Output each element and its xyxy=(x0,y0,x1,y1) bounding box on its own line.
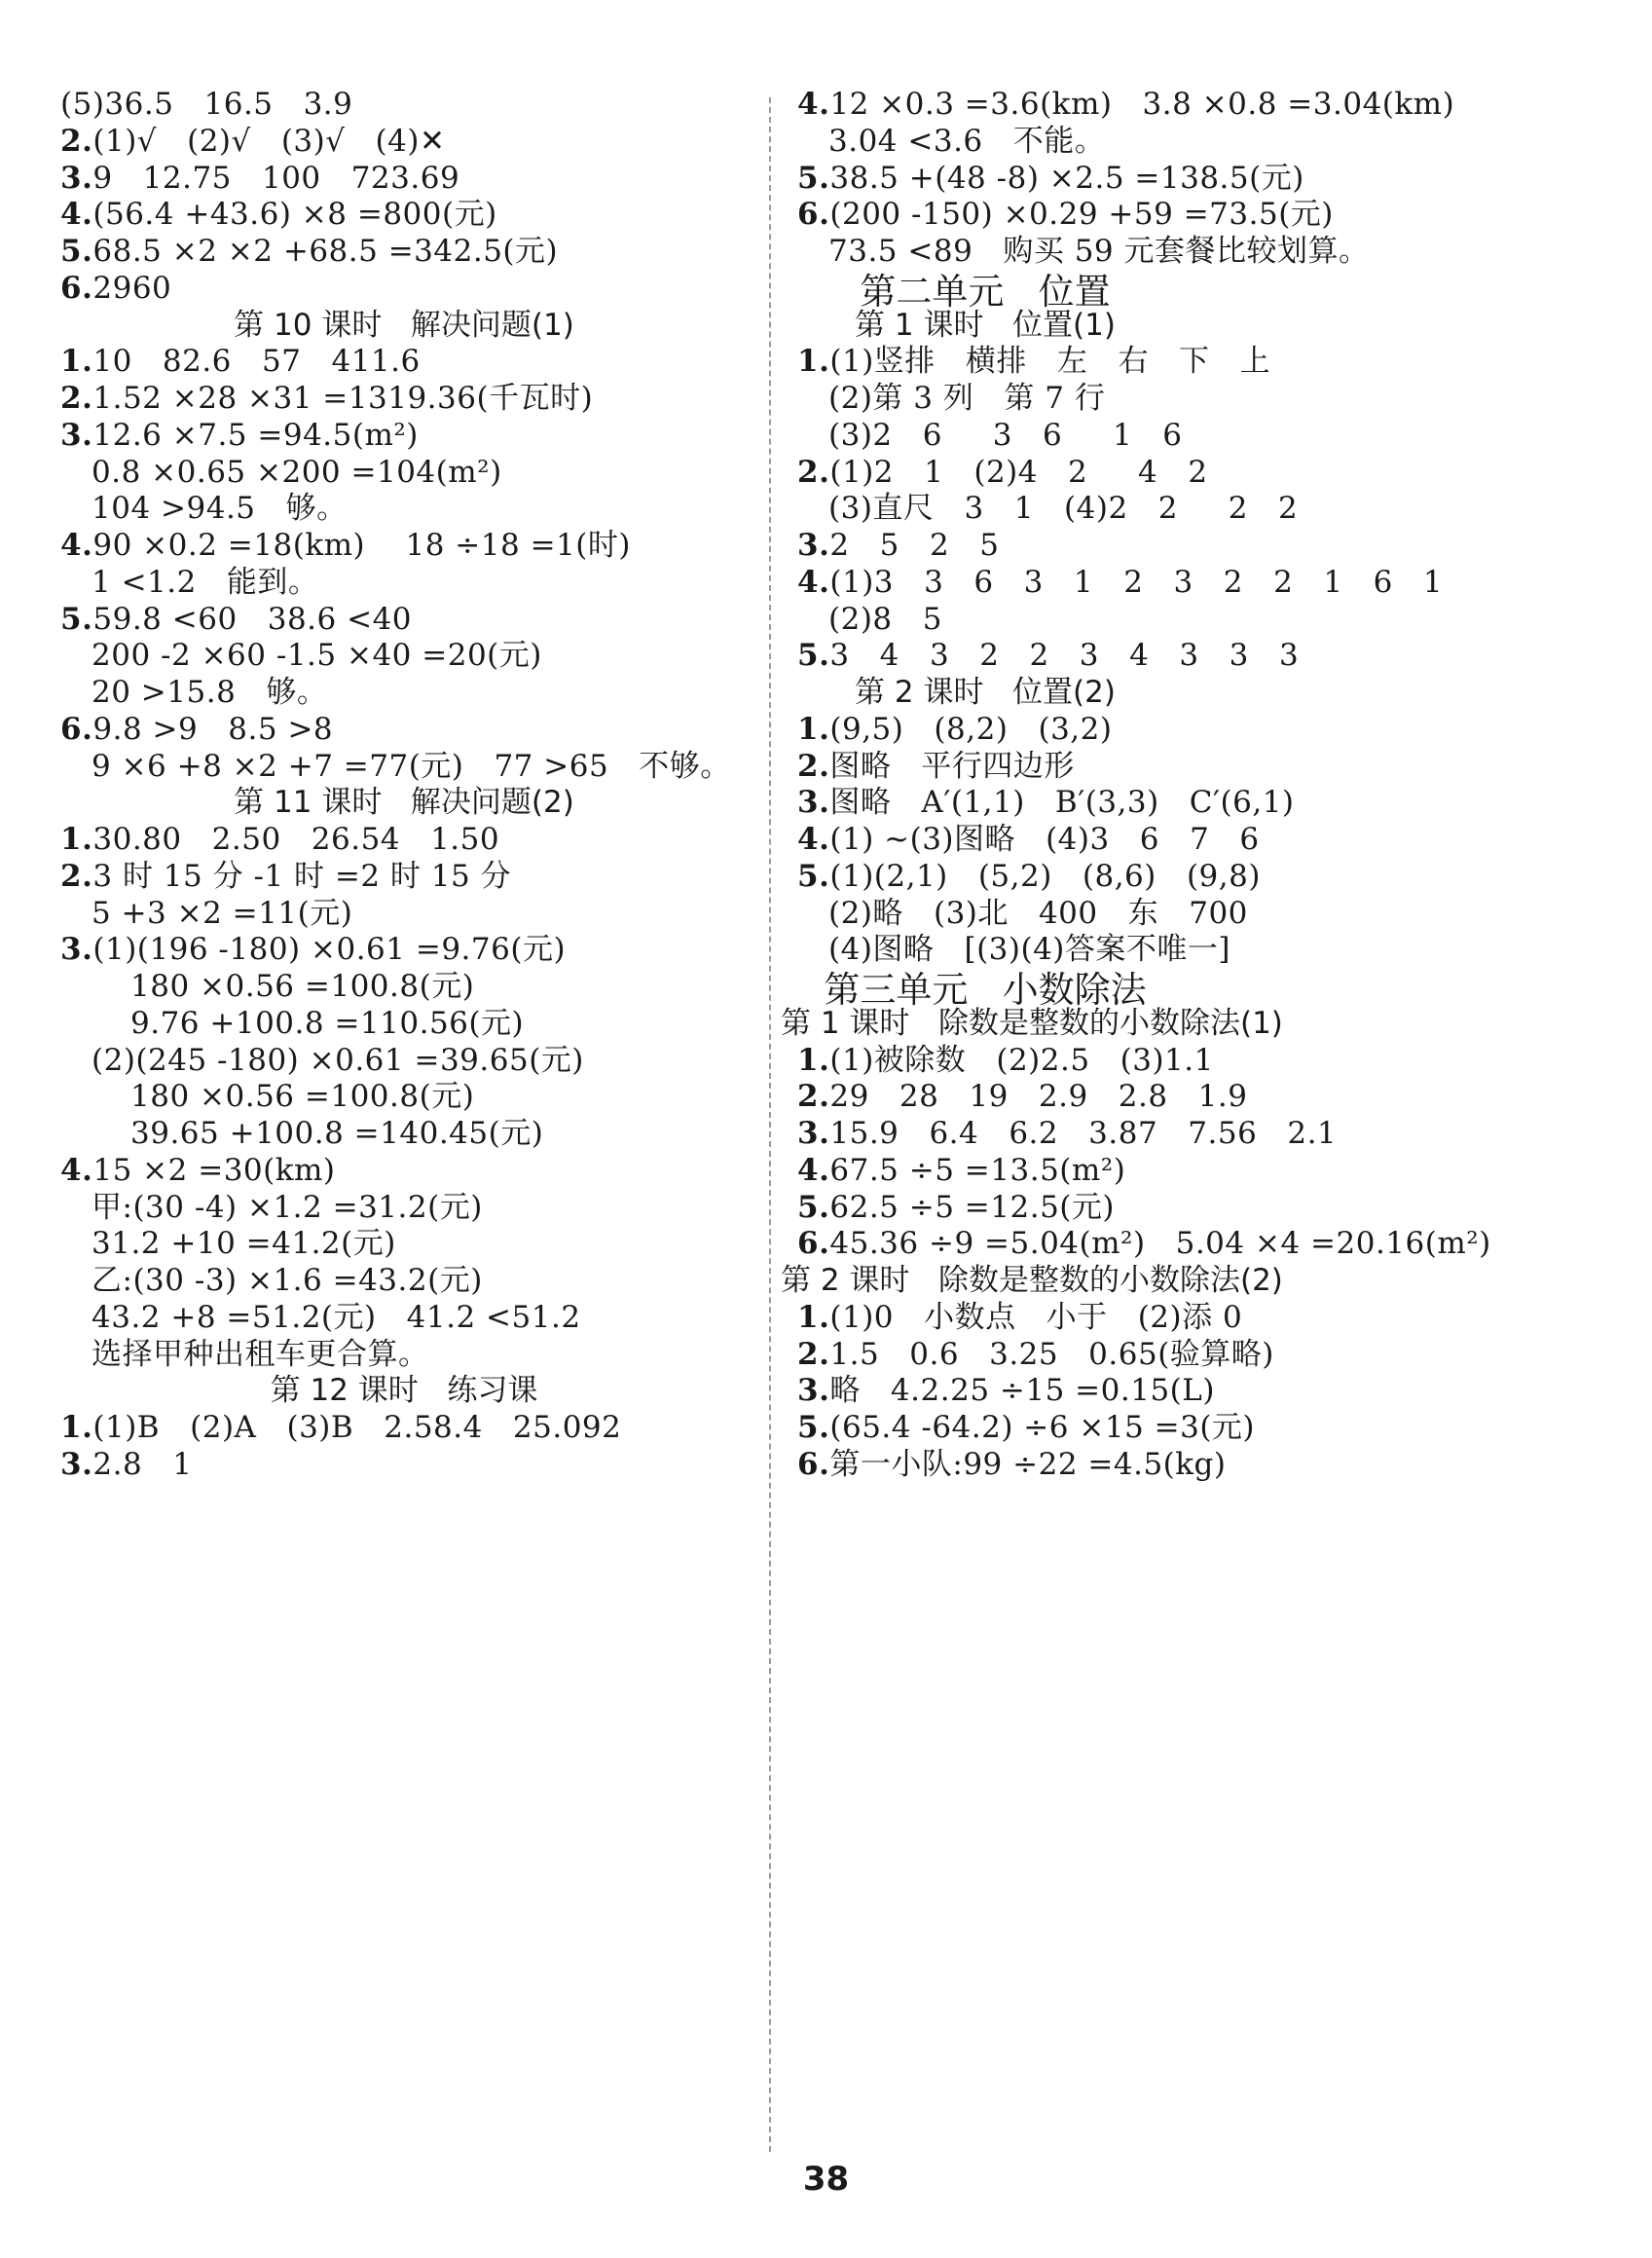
question-number: 1. xyxy=(797,1299,830,1335)
answer-text: 180 ×0.56 =100.8(元) xyxy=(130,1079,475,1115)
answer-line xyxy=(797,1114,1337,1153)
answer-text: (5)36.5 16.5 3.9 xyxy=(60,87,353,122)
answer-text: 45.36 ÷9 =5.04(m²) 5.04 ×4 =20.16(m²) xyxy=(829,1226,1491,1262)
answer-text: 12 ×0.3 =3.6(km) 3.8 ×0.8 =3.04(km) xyxy=(829,87,1455,122)
answer-text: 200 -2 ×60 -1.5 ×40 =20(元) xyxy=(92,638,542,674)
answer-line xyxy=(797,1335,1274,1374)
question-number: 6. xyxy=(60,711,93,747)
answer-text: (1)2 1 (2)4 2 4 2 xyxy=(829,454,1208,490)
question-number: 3. xyxy=(797,528,830,563)
answer-text: 10 82.6 57 411.6 xyxy=(92,344,421,380)
section-heading: 第 1 课时 除数是整数的小数除法(1) xyxy=(781,1005,1283,1041)
answer-text: 104 >94.5 够。 xyxy=(92,491,348,527)
answer-line xyxy=(60,85,352,124)
answer-text: 31.2 +10 =41.2(元) xyxy=(92,1226,396,1262)
answer-text: 9 ×6 +8 ×2 +7 =77(元) 77 >65 不够。 xyxy=(92,748,731,784)
answer-line xyxy=(60,232,558,271)
answer-line xyxy=(828,894,1248,933)
section-heading: 第 1 课时 位置(1) xyxy=(855,307,1116,343)
answer-text: 甲:(30 -4) ×1.2 =31.2(元) xyxy=(92,1189,483,1225)
question-number: 2. xyxy=(797,454,830,490)
answer-line xyxy=(797,1224,1491,1263)
answer-line xyxy=(92,453,502,492)
answer-text: 38.5 +(48 -8) ×2.5 =138.5(元) xyxy=(829,160,1304,196)
unit-heading: 第三单元 小数除法 xyxy=(824,969,1147,1011)
answer-text: (1)0 小数点 小于 (2)添 0 xyxy=(829,1299,1243,1335)
question-number: 4. xyxy=(797,564,830,600)
answer-text: 20 >15.8 够。 xyxy=(92,675,328,710)
answer-text: 1.52 ×28 ×31 =1319.36(千瓦时) xyxy=(92,381,594,416)
answer-line xyxy=(92,1261,483,1300)
answer-line xyxy=(92,1298,581,1337)
answer-line xyxy=(797,526,999,565)
question-number: 6. xyxy=(60,270,93,306)
answer-line xyxy=(797,563,1443,602)
question-number: 4. xyxy=(60,1152,93,1188)
answer-line xyxy=(60,159,459,198)
answer-text: (200 -150) ×0.29 +59 =73.5(元) xyxy=(829,197,1334,233)
answer-text: 3.04 <3.6 不能。 xyxy=(828,123,1106,159)
answer-text: (4)图略 [(3)(4)答案不唯一] xyxy=(828,932,1230,968)
column-divider xyxy=(769,97,771,2152)
section-heading: 第 12 课时 练习课 xyxy=(270,1373,538,1409)
question-number: 2. xyxy=(60,381,93,416)
answer-line xyxy=(828,930,1230,969)
question-number: 1. xyxy=(60,344,93,380)
answer-text: 1 <1.2 能到。 xyxy=(92,564,319,600)
answer-line xyxy=(60,122,445,161)
answer-line xyxy=(92,894,352,933)
answer-line xyxy=(130,1004,524,1043)
answer-text: (1)√ (2)√ (3)√ (4)✕ xyxy=(92,123,446,159)
answer-line xyxy=(797,747,1075,786)
question-number: 3. xyxy=(60,417,93,453)
answer-text: 5 +3 ×2 =11(元) xyxy=(92,895,353,931)
section-heading: 第 2 课时 位置(2) xyxy=(855,675,1116,710)
answer-line xyxy=(60,416,419,455)
answer-line xyxy=(92,673,327,712)
answer-line xyxy=(828,122,1105,161)
answer-text: 3 时 15 分 -1 时 =2 时 15 分 xyxy=(92,858,512,894)
answer-line xyxy=(828,600,942,639)
answer-line xyxy=(797,1371,1215,1410)
answer-text: 略 4.2.25 ÷15 =0.15(L) xyxy=(829,1373,1215,1409)
question-number: 1. xyxy=(60,822,93,857)
answer-line xyxy=(60,526,631,565)
answer-text: 39.65 +100.8 =140.45(元) xyxy=(130,1116,544,1151)
section-heading: 第 10 课时 解决问题(1) xyxy=(234,307,574,343)
answer-text: (2)(245 -180) ×0.61 =39.65(元) xyxy=(92,1042,584,1078)
answer-text: 59.8 <60 38.6 <40 xyxy=(92,601,413,637)
question-number: 5. xyxy=(60,234,93,269)
answer-line xyxy=(797,857,1261,896)
answer-line xyxy=(60,600,412,639)
question-number: 5. xyxy=(797,160,830,196)
answer-text: 9.8 >9 8.5 >8 xyxy=(92,711,334,747)
answer-line xyxy=(60,269,171,308)
answer-line xyxy=(92,1224,396,1263)
answer-line xyxy=(797,710,1112,749)
answer-text: 3 4 3 2 2 3 4 3 3 3 xyxy=(829,638,1300,674)
question-number: 6. xyxy=(797,1446,830,1482)
answer-text: (1)(196 -180) ×0.61 =9.76(元) xyxy=(92,932,567,968)
answer-text: 选择甲种出租车更合算。 xyxy=(92,1336,429,1372)
answer-line xyxy=(60,379,593,418)
answer-line xyxy=(797,820,1260,859)
answer-text: (2)第 3 列 第 7 行 xyxy=(828,381,1106,416)
answer-text: (1)被除数 (2)2.5 (3)1.1 xyxy=(829,1042,1214,1078)
question-number: 3. xyxy=(60,1446,93,1482)
answer-text: 乙:(30 -3) ×1.6 =43.2(元) xyxy=(92,1263,483,1298)
answer-line xyxy=(797,1151,1125,1190)
question-number: 5. xyxy=(797,858,830,894)
answer-line xyxy=(130,1077,474,1116)
question-number: 5. xyxy=(797,638,830,674)
answer-text: 0.8 ×0.65 ×200 =104(m²) xyxy=(92,454,502,490)
question-number: 5. xyxy=(60,601,93,637)
answer-text: 1.5 0.6 3.25 0.65(验算略) xyxy=(829,1336,1274,1372)
answer-line xyxy=(797,453,1208,492)
answer-line xyxy=(92,563,318,602)
question-number: 2. xyxy=(60,858,93,894)
answer-line xyxy=(60,1408,621,1447)
answer-text: 2960 xyxy=(92,270,172,306)
question-number: 1. xyxy=(60,1410,93,1445)
answer-line xyxy=(92,747,731,786)
answer-line xyxy=(797,636,1299,675)
answer-text: (3)直尺 3 1 (4)2 2 2 2 xyxy=(828,491,1299,527)
answer-line xyxy=(797,1041,1214,1080)
answer-text: (2)8 5 xyxy=(828,601,942,637)
question-number: 6. xyxy=(797,1226,830,1262)
section-heading: 第 2 课时 除数是整数的小数除法(2) xyxy=(781,1263,1283,1298)
answer-line xyxy=(92,1335,429,1374)
question-number: 3. xyxy=(797,785,830,821)
answer-text: 9 12.75 100 723.69 xyxy=(92,160,460,196)
question-number: 2. xyxy=(797,1336,830,1372)
answer-line xyxy=(797,159,1304,198)
answer-text: (3)2 6 3 6 1 6 xyxy=(828,417,1183,453)
answer-text: 15 ×2 =30(km) xyxy=(92,1152,336,1188)
answer-line xyxy=(797,1298,1242,1337)
question-number: 3. xyxy=(60,932,93,968)
answer-line xyxy=(828,416,1182,455)
answer-line xyxy=(797,783,1295,822)
answer-line xyxy=(60,820,499,859)
question-number: 3. xyxy=(797,1116,830,1151)
answer-line xyxy=(130,1114,543,1153)
answer-text: 30.80 2.50 26.54 1.50 xyxy=(92,822,500,857)
answer-line xyxy=(60,1445,192,1484)
answer-text: (1) ~(3)图略 (4)3 6 7 6 xyxy=(829,822,1260,857)
answer-text: 43.2 +8 =51.2(元) 41.2 <51.2 xyxy=(92,1299,581,1335)
answer-line xyxy=(797,1445,1227,1484)
answer-text: 图略 A′(1,1) B′(3,3) C′(6,1) xyxy=(829,785,1295,821)
answer-text: (9,5) (8,2) (3,2) xyxy=(829,711,1113,747)
answer-text: 73.5 <89 购买 59 元套餐比较划算。 xyxy=(828,234,1370,269)
answer-line xyxy=(60,1151,336,1190)
answer-line xyxy=(797,1188,1115,1227)
answer-line xyxy=(130,967,474,1006)
answer-line xyxy=(92,636,542,675)
question-number: 4. xyxy=(797,1152,830,1188)
answer-text: 12.6 ×7.5 =94.5(m²) xyxy=(92,417,419,453)
answer-line xyxy=(92,489,348,528)
answer-text: 图略 平行四边形 xyxy=(829,748,1075,784)
question-number: 5. xyxy=(797,1410,830,1445)
question-number: 1. xyxy=(797,344,830,380)
answer-text: (56.4 +43.6) ×8 =800(元) xyxy=(92,197,497,233)
answer-text: 68.5 ×2 ×2 +68.5 =342.5(元) xyxy=(92,234,559,269)
answer-text: 15.9 6.4 6.2 3.87 7.56 2.1 xyxy=(829,1116,1338,1151)
answer-text: (2)略 (3)北 400 东 700 xyxy=(828,895,1248,931)
question-number: 2. xyxy=(797,748,830,784)
section-heading: 第 11 课时 解决问题(2) xyxy=(234,785,574,821)
question-number: 2. xyxy=(60,123,93,159)
answer-text: (1)3 3 6 3 1 2 3 2 2 1 6 1 xyxy=(829,564,1444,600)
answer-text: (1)(2,1) (5,2) (8,6) (9,8) xyxy=(829,858,1261,894)
answer-line xyxy=(797,85,1454,124)
answer-line xyxy=(60,857,511,896)
answer-text: 180 ×0.56 =100.8(元) xyxy=(130,969,475,1004)
answer-line xyxy=(92,1041,584,1080)
answer-line xyxy=(60,930,566,969)
answer-line xyxy=(828,379,1105,418)
answer-line xyxy=(797,1408,1255,1447)
answer-text: 2 5 2 5 xyxy=(829,528,1000,563)
question-number: 2. xyxy=(797,1079,830,1115)
unit-heading: 第二单元 位置 xyxy=(860,270,1111,313)
question-number: 6. xyxy=(797,197,830,233)
question-number: 4. xyxy=(60,528,93,563)
answer-text: 2.8 1 xyxy=(92,1446,193,1482)
answer-text: (1)竖排 横排 左 右 下 上 xyxy=(829,344,1271,380)
answer-text: 第一小队:99 ÷22 =4.5(kg) xyxy=(829,1446,1227,1482)
question-number: 4. xyxy=(60,197,93,233)
answer-text: 67.5 ÷5 =13.5(m²) xyxy=(829,1152,1126,1188)
page-number: 38 xyxy=(802,2160,850,2199)
question-number: 4. xyxy=(797,87,830,122)
question-number: 1. xyxy=(797,711,830,747)
question-number: 1. xyxy=(797,1042,830,1078)
answer-text: 90 ×0.2 =18(km) 18 ÷18 =1(时) xyxy=(92,528,631,563)
answer-text: (1)B (2)A (3)B 2.58.4 25.092 xyxy=(92,1410,622,1445)
answer-text: (65.4 -64.2) ÷6 ×15 =3(元) xyxy=(829,1410,1256,1445)
answer-text: 9.76 +100.8 =110.56(元) xyxy=(130,1005,525,1041)
answer-text: 29 28 19 2.9 2.8 1.9 xyxy=(829,1079,1248,1115)
question-number: 5. xyxy=(797,1189,830,1225)
answer-line xyxy=(828,232,1370,271)
answer-line xyxy=(828,489,1298,528)
answer-line xyxy=(60,195,497,234)
answer-line xyxy=(797,1077,1247,1116)
answer-line xyxy=(60,342,421,381)
question-number: 3. xyxy=(60,160,93,196)
question-number: 4. xyxy=(797,822,830,857)
answer-line xyxy=(797,342,1270,381)
answer-line xyxy=(60,710,333,749)
answer-line xyxy=(797,195,1334,234)
question-number: 3. xyxy=(797,1373,830,1409)
answer-line xyxy=(92,1188,483,1227)
answer-text: 62.5 ÷5 =12.5(元) xyxy=(829,1189,1115,1225)
